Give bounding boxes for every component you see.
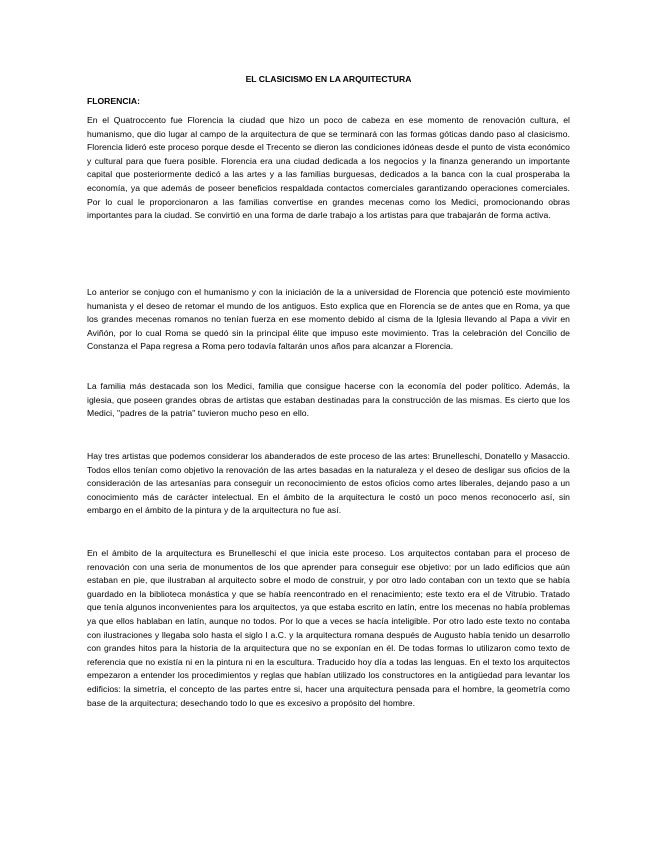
paragraph-2: Lo anterior se conjugo con el humanismo y con la iniciación de la a universidad de Florencia que potenció este movimiento humanista y el deseo de retomar el mundo de los antiguos. Esto explica que en Florencia se de antes que en Roma, ya que los grandes mecenas romanos no tenían fuerza en ese momento debido al cisma de la Iglesia llevando al Papa a vivir en Aviñón, por lo cual Roma se quedó sin la principal élite que impuso este movimiento. Tras la celebración del Concilio de Constanza el Papa regresa a Roma pero todavía faltarán unos años para alcanzar a Florencia. bbox=[87, 287, 570, 352]
paragraph-1: En el Quatroccento fue Florencia la ciudad que hizo un poco de cabeza en ese momento de renovación cultura, el humanismo, que dio lugar al campo de la arquitectura de que se terminará con las formas góticas dando paso al clasicismo. Florencia lideró este proceso porque desde el Trecento se dieron las condiciones idóneas desde el punto de vista económico y cultural para que fuera posible. Florencia era una ciudad dedicada a los negocios y la finanza generando un importante capital que posteriormente dedicó a las artes y a las familias burguesas, dedicados a la banca con la cual prosperaba la economía, ya que además de poseer beneficios respaldada contactos comerciales garantizando operaciones comerciales. Por lo cual le proporcionaron a las familias convertise en grandes mecenas como los Medici, promocionando obras importantes para la ciudad. Se convirtió en una forma de darle trabajo a los artistas para que trabajarán de forma activa. bbox=[87, 115, 570, 221]
document-title: EL CLASICISMO EN LA ARQUITECTURA bbox=[245, 74, 412, 84]
paragraph-3: La familia más destacada son los Medici, familia que consigue hacerse con la economía del poder político. Además, la iglesia, que poseen grandes obras de artistas que estaban destinadas para la construcción de las mismas. Es cierto que los Medici, "padres de la patria" tuvieron mucho peso en ello. bbox=[87, 381, 570, 419]
section-heading: FLORENCIA: bbox=[87, 96, 140, 106]
paragraph-5: En el ámbito de la arquitectura es Brunelleschi el que inicia este proceso. Los arquitectos contaban para el proceso de renovación con una seria de monumentos de los que aprender para conseguir ese objetivo: por un lado edificios que aún estaban en pie, que ilustraban al arquitecto sobre el modo de construir, y por otro lado contaban con un texto que se había guardado en la biblioteca monástica y que se había reencontrado en el renacimiento; este texto era el de Vitrubio. Tratado que tenía algunos inconvenientes para los arquitectos, ya que estaba escrito en latín, entre los mecenas no había problemas ya que ellos hablaban en latín, aunque no todos. Por lo que a veces se hacía inteligible. Por otro lado este texto no contaba con ilustraciones y llegaba solo hasta el siglo I a.C. y la arquitectura romana después de Augusto había tenido un desarrollo con grandes hitos para la historia de la arquitectura que no se exponían en él. De todas formas lo utilizaron como texto de referencia que no existía ni en la pintura ni en la escultura. Traducido hoy día a todas las lenguas. En el texto los arquitectos empezaron a entender los procedimientos y reglas que habían utilizado los constructores en la antigüedad para levantar los edificios: la simetría, el concepto de las partes entre si, hacer una arquitectura pensada para el hombre, la geometría como base de la arquitectura; desechando todo lo que es excesivo a propósito del hombre. bbox=[87, 548, 570, 708]
paragraph-4: Hay tres artistas que podemos considerar los abanderados de este proceso de las artes: Brunelleschi, Donatello y Masaccio. Todos ellos tenían como objetivo la renovación de las artes basadas en la naturaleza y el deseo de desligar sus oficios de la consideración de las artesanías para conseguir un reconocimiento de estos oficios como artes liberales, dejando paso a un conocimiento más de carácter intelectual. En el ámbito de la arquitectura le costó un poco menos reconocerlo así, sin embargo en el ámbito de la pintura y de la arquitectura no fue así. bbox=[87, 451, 570, 516]
